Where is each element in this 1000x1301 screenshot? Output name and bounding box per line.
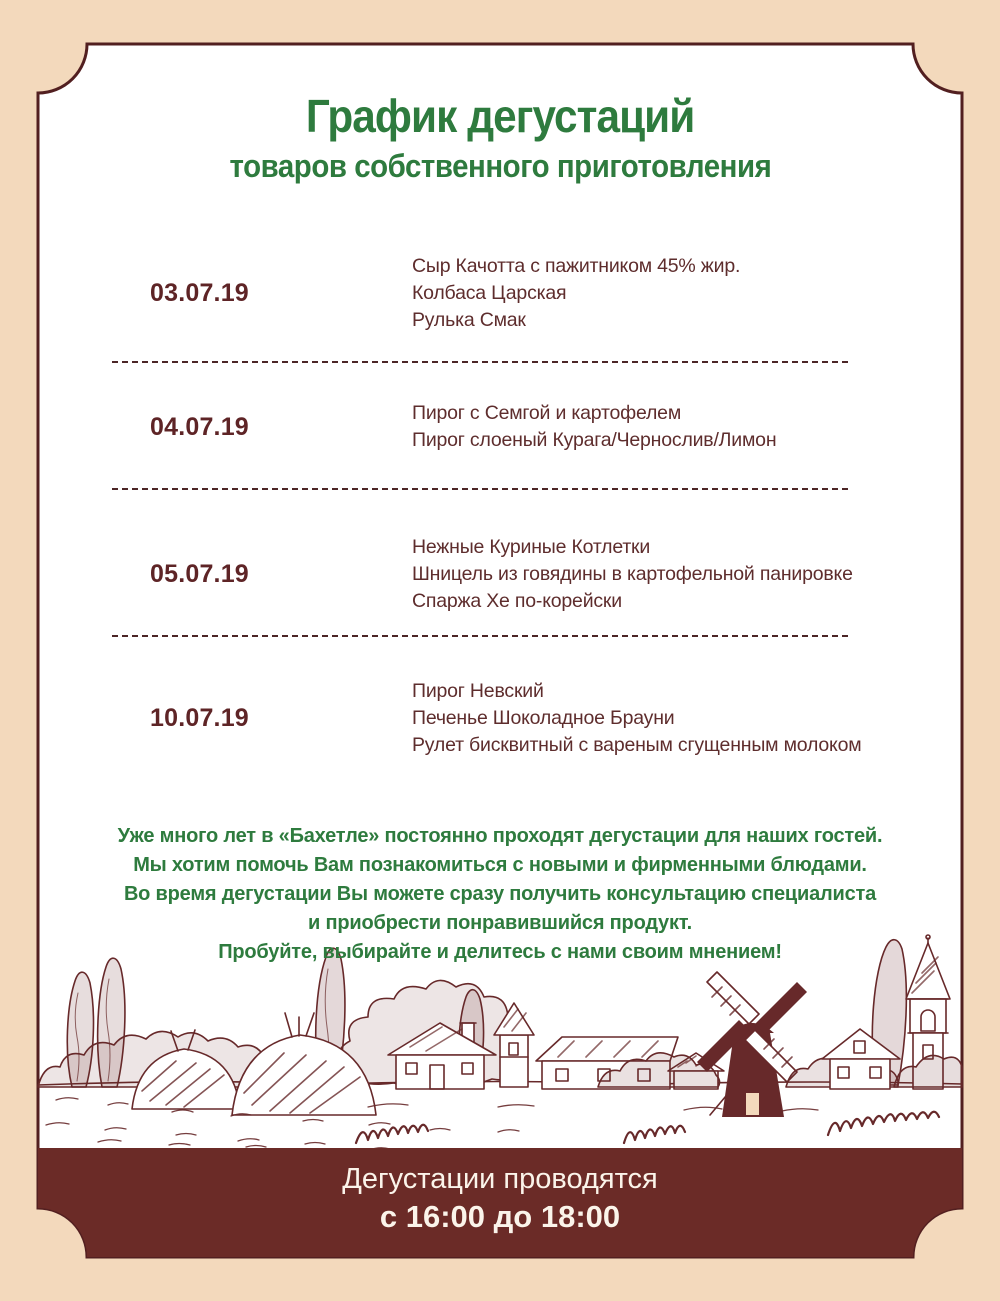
schedule-item: Рулька Смак xyxy=(412,308,526,331)
schedule-date: 10.07.19 xyxy=(150,703,249,732)
schedule-item: Пирог с Семгой и картофелем xyxy=(412,402,682,424)
description-line: и приобрести понравившийся продукт. xyxy=(308,912,692,934)
schedule-item: Пирог слоеный Курага/Чернослив/Лимон xyxy=(412,429,777,451)
schedule-date: 04.07.19 xyxy=(150,412,249,441)
page-subtitle-text: товаров собственного приготовления xyxy=(229,148,771,184)
footer-line-2: с 16:00 до 18:00 xyxy=(379,1199,621,1234)
description-line: Во время дегустации Вы можете сразу получить консультацию специалиста xyxy=(123,883,877,905)
schedule-item: Спаржа Хе по-корейски xyxy=(412,589,622,612)
page-title-text: График дегустаций xyxy=(305,90,695,142)
description-paragraph xyxy=(0,822,1000,967)
schedule-item: Нежные Куриные Котлетки xyxy=(412,535,651,558)
page-subtitle xyxy=(0,146,1000,186)
description-line: Уже много лет в «Бахетле» постоянно проходят дегустации для наших гостей. xyxy=(117,825,883,847)
schedule-item: Пирог Невский xyxy=(412,679,544,702)
schedule-date: 05.07.19 xyxy=(150,559,249,588)
schedule-row xyxy=(150,396,890,458)
schedule-item: Печенье Шоколадное Брауни xyxy=(412,706,675,729)
schedule-item: Сыр Качотта с пажитником 45% жир. xyxy=(412,254,741,277)
description-line: Мы хотим помочь Вам познакомиться с новыми и фирменными блюдами. xyxy=(133,854,867,876)
schedule-items xyxy=(412,534,853,615)
footer-line-1: Дегустации проводятся xyxy=(342,1163,658,1195)
dashed-divider xyxy=(112,488,848,490)
schedule-row xyxy=(150,675,890,761)
schedule-row xyxy=(150,250,890,336)
schedule-item: Рулет бисквитный с вареным сгущенным молоком xyxy=(412,733,862,756)
schedule-items xyxy=(412,678,861,759)
schedule-date: 03.07.19 xyxy=(150,278,249,307)
description-line: Пробуйте, выбирайте и делитесь с нами своим мнением! xyxy=(218,941,782,963)
schedule-item: Шницель из говядины в картофельной панировке xyxy=(412,562,853,585)
schedule-item: Колбаса Царская xyxy=(412,281,567,304)
schedule-row xyxy=(150,531,890,617)
page-title xyxy=(0,90,1000,142)
schedule-items xyxy=(412,253,740,334)
schedule-items xyxy=(412,400,776,454)
dashed-divider xyxy=(112,635,848,637)
footer-text xyxy=(37,1160,963,1236)
dashed-divider xyxy=(112,361,848,363)
